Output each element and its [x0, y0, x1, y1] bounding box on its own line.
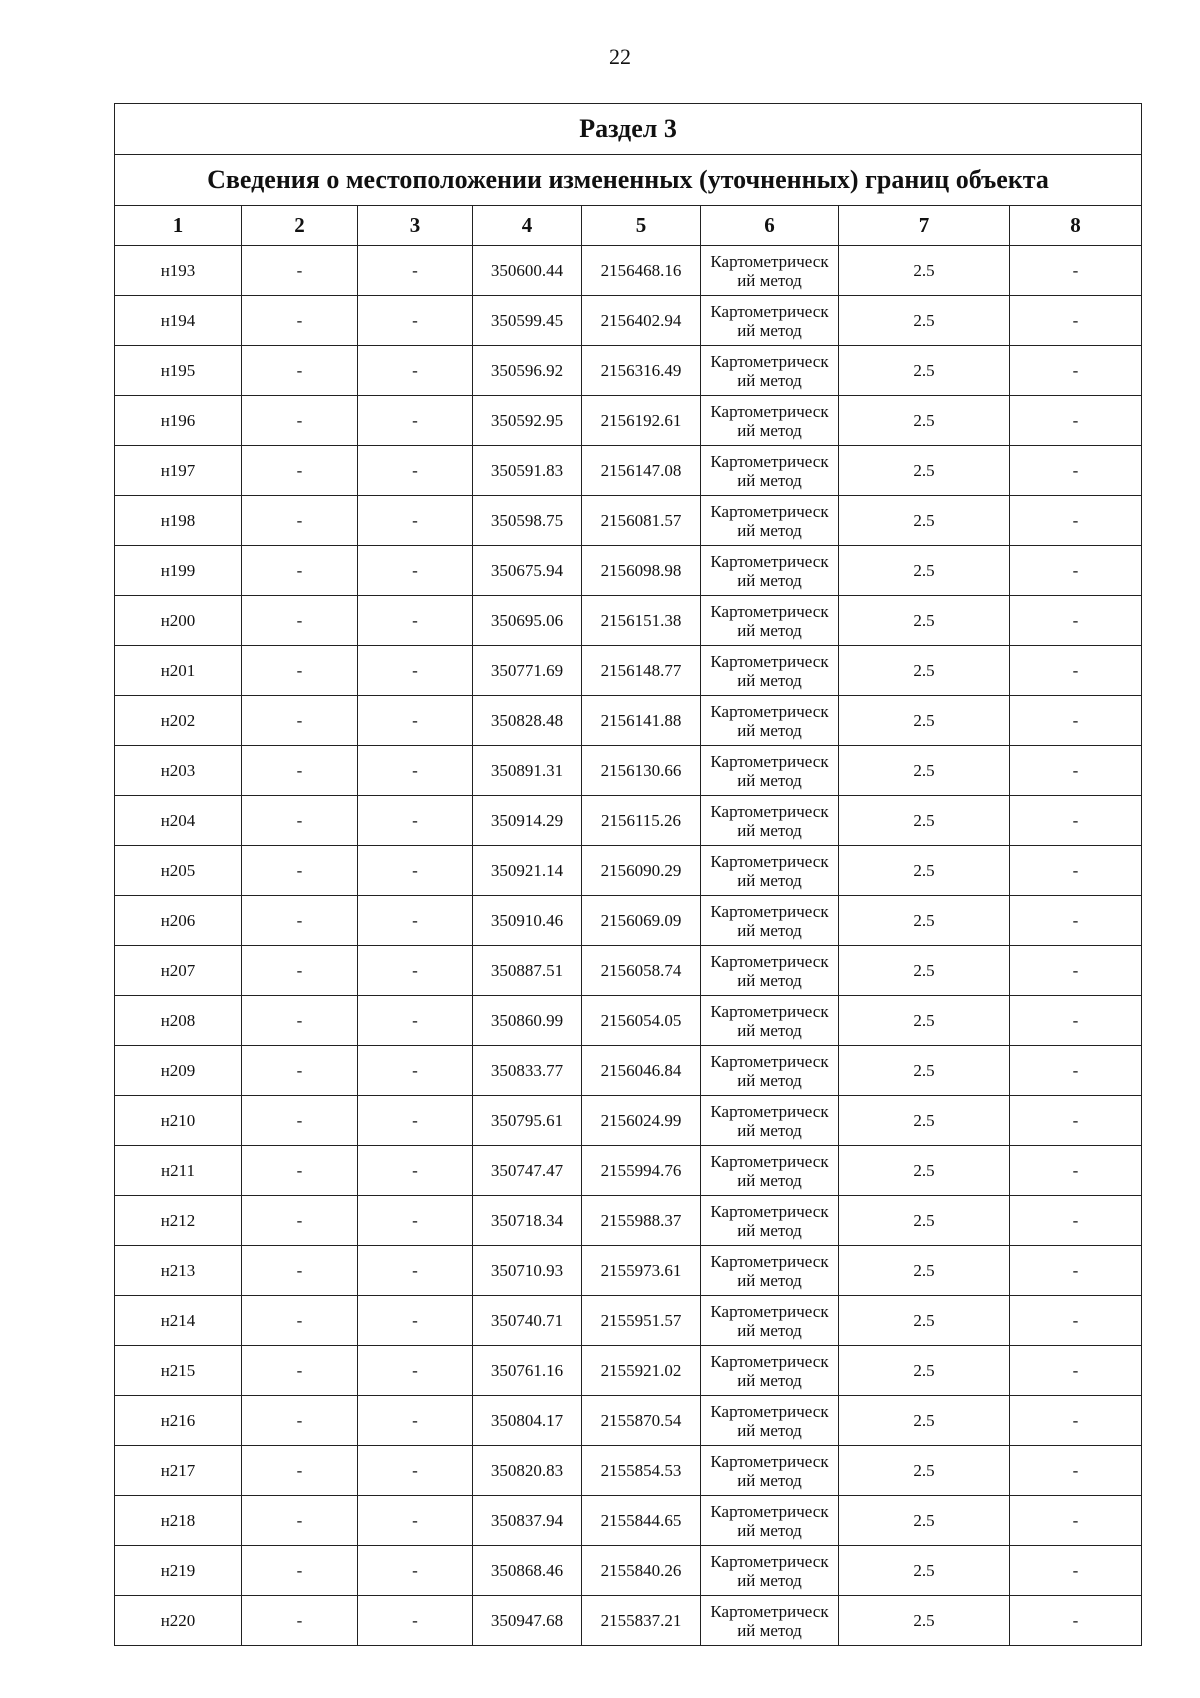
point-number: н211	[115, 1146, 242, 1196]
accuracy-cell: 2.5	[839, 246, 1010, 296]
point-number: н195	[115, 346, 242, 396]
column-header-row	[115, 206, 1142, 246]
method-cell: Картометрическ ий метод	[701, 746, 839, 796]
cell-col2: -	[242, 496, 358, 546]
cell-col8: -	[1010, 1296, 1142, 1346]
cell-col2: -	[242, 1146, 358, 1196]
accuracy-cell: 2.5	[839, 796, 1010, 846]
point-number: н197	[115, 446, 242, 496]
accuracy-cell: 2.5	[839, 496, 1010, 546]
coordinate-x: 350795.61	[473, 1096, 582, 1146]
column-header: 5	[582, 206, 701, 246]
coordinate-y: 2156098.98	[582, 546, 701, 596]
cell-col3: -	[358, 1046, 473, 1096]
point-number: н205	[115, 846, 242, 896]
cell-col8: -	[1010, 296, 1142, 346]
cell-col3: -	[358, 246, 473, 296]
cell-col2: -	[242, 1446, 358, 1496]
point-number: н196	[115, 396, 242, 446]
accuracy-cell: 2.5	[839, 1396, 1010, 1446]
cell-col8: -	[1010, 1446, 1142, 1496]
coordinate-x: 350891.31	[473, 746, 582, 796]
method-cell: Картометрическ ий метод	[701, 596, 839, 646]
column-header: 3	[358, 206, 473, 246]
coordinate-x: 350710.93	[473, 1246, 582, 1296]
cell-col3: -	[358, 996, 473, 1046]
cell-col8: -	[1010, 396, 1142, 446]
cell-col8: -	[1010, 946, 1142, 996]
cell-col3: -	[358, 1496, 473, 1546]
table-row	[115, 796, 1142, 846]
cell-col3: -	[358, 1246, 473, 1296]
coordinate-x: 350675.94	[473, 546, 582, 596]
cell-col3: -	[358, 1196, 473, 1246]
point-number: н200	[115, 596, 242, 646]
accuracy-cell: 2.5	[839, 846, 1010, 896]
accuracy-cell: 2.5	[839, 596, 1010, 646]
cell-col2: -	[242, 696, 358, 746]
cell-col8: -	[1010, 746, 1142, 796]
method-cell: Картометрическ ий метод	[701, 1396, 839, 1446]
coordinate-y: 2155837.21	[582, 1596, 701, 1646]
cell-col8: -	[1010, 446, 1142, 496]
accuracy-cell: 2.5	[839, 546, 1010, 596]
accuracy-cell: 2.5	[839, 1096, 1010, 1146]
point-number: н215	[115, 1346, 242, 1396]
coordinate-x: 350598.75	[473, 496, 582, 546]
cell-col3: -	[358, 496, 473, 546]
point-number: н201	[115, 646, 242, 696]
accuracy-cell: 2.5	[839, 296, 1010, 346]
method-cell: Картометрическ ий метод	[701, 846, 839, 896]
coordinate-x: 350740.71	[473, 1296, 582, 1346]
cell-col2: -	[242, 1046, 358, 1096]
cell-col2: -	[242, 1546, 358, 1596]
table-row	[115, 1546, 1142, 1596]
cell-col8: -	[1010, 1596, 1142, 1646]
coordinate-y: 2155844.65	[582, 1496, 701, 1546]
point-number: н217	[115, 1446, 242, 1496]
cell-col2: -	[242, 396, 358, 446]
cell-col2: -	[242, 246, 358, 296]
cell-col2: -	[242, 1246, 358, 1296]
cell-col3: -	[358, 296, 473, 346]
table-row	[115, 246, 1142, 296]
method-cell: Картометрическ ий метод	[701, 1246, 839, 1296]
coordinate-y: 2155988.37	[582, 1196, 701, 1246]
point-number: н210	[115, 1096, 242, 1146]
coordinate-y: 2155870.54	[582, 1396, 701, 1446]
point-number: н208	[115, 996, 242, 1046]
point-number: н220	[115, 1596, 242, 1646]
table-row	[115, 346, 1142, 396]
cell-col3: -	[358, 396, 473, 446]
coordinate-x: 350914.29	[473, 796, 582, 846]
coordinate-x: 350592.95	[473, 396, 582, 446]
cell-col8: -	[1010, 546, 1142, 596]
cell-col8: -	[1010, 596, 1142, 646]
coordinate-x: 350921.14	[473, 846, 582, 896]
accuracy-cell: 2.5	[839, 646, 1010, 696]
coordinate-y: 2156058.74	[582, 946, 701, 996]
cell-col2: -	[242, 1196, 358, 1246]
method-cell: Картометрическ ий метод	[701, 496, 839, 546]
table-row	[115, 1446, 1142, 1496]
coordinate-y: 2155994.76	[582, 1146, 701, 1196]
point-number: н216	[115, 1396, 242, 1446]
cell-col8: -	[1010, 1046, 1142, 1096]
method-cell: Картометрическ ий метод	[701, 1346, 839, 1396]
column-header: 1	[115, 206, 242, 246]
accuracy-cell: 2.5	[839, 396, 1010, 446]
cell-col3: -	[358, 696, 473, 746]
coordinate-y: 2155840.26	[582, 1546, 701, 1596]
coordinate-y: 2156147.08	[582, 446, 701, 496]
cell-col8: -	[1010, 846, 1142, 896]
accuracy-cell: 2.5	[839, 1546, 1010, 1596]
method-cell: Картометрическ ий метод	[701, 1546, 839, 1596]
cell-col2: -	[242, 346, 358, 396]
cell-col2: -	[242, 546, 358, 596]
coordinate-y: 2156192.61	[582, 396, 701, 446]
accuracy-cell: 2.5	[839, 1296, 1010, 1346]
point-number: н193	[115, 246, 242, 296]
cell-col3: -	[358, 1146, 473, 1196]
coordinate-x: 350828.48	[473, 696, 582, 746]
table-row	[115, 646, 1142, 696]
method-cell: Картометрическ ий метод	[701, 1146, 839, 1196]
cell-col3: -	[358, 646, 473, 696]
page-number: 22	[609, 44, 631, 69]
accuracy-cell: 2.5	[839, 1046, 1010, 1096]
coordinate-x: 350820.83	[473, 1446, 582, 1496]
table-row	[115, 1496, 1142, 1546]
point-number: н203	[115, 746, 242, 796]
cell-col2: -	[242, 946, 358, 996]
accuracy-cell: 2.5	[839, 346, 1010, 396]
coordinate-y: 2156141.88	[582, 696, 701, 746]
point-number: н212	[115, 1196, 242, 1246]
method-cell: Картометрическ ий метод	[701, 1596, 839, 1646]
method-cell: Картометрическ ий метод	[701, 546, 839, 596]
coordinate-x: 350600.44	[473, 246, 582, 296]
accuracy-cell: 2.5	[839, 746, 1010, 796]
boundary-coordinates-table	[114, 103, 1142, 1646]
cell-col8: -	[1010, 1146, 1142, 1196]
cell-col2: -	[242, 296, 358, 346]
point-number: н213	[115, 1246, 242, 1296]
method-cell: Картометрическ ий метод	[701, 996, 839, 1046]
section-title: Раздел 3	[115, 104, 1142, 155]
coordinate-x: 350596.92	[473, 346, 582, 396]
method-cell: Картометрическ ий метод	[701, 646, 839, 696]
method-cell: Картометрическ ий метод	[701, 1446, 839, 1496]
point-number: н202	[115, 696, 242, 746]
cell-col8: -	[1010, 246, 1142, 296]
cell-col8: -	[1010, 1496, 1142, 1546]
coordinate-y: 2156115.26	[582, 796, 701, 846]
section-subtitle: Сведения о местоположении измененных (уточненных) границ объекта	[115, 155, 1142, 206]
point-number: н218	[115, 1496, 242, 1546]
coordinate-x: 350747.47	[473, 1146, 582, 1196]
table-row	[115, 1346, 1142, 1396]
point-number: н206	[115, 896, 242, 946]
accuracy-cell: 2.5	[839, 446, 1010, 496]
coordinate-y: 2156468.16	[582, 246, 701, 296]
cell-col8: -	[1010, 796, 1142, 846]
cell-col3: -	[358, 896, 473, 946]
cell-col3: -	[358, 446, 473, 496]
section-subtitle-row	[115, 155, 1142, 206]
table-row	[115, 296, 1142, 346]
method-cell: Картометрическ ий метод	[701, 446, 839, 496]
method-cell: Картометрическ ий метод	[701, 896, 839, 946]
coordinate-y: 2156054.05	[582, 996, 701, 1046]
table-row	[115, 1046, 1142, 1096]
section-title-row	[115, 104, 1142, 155]
table-row	[115, 846, 1142, 896]
cell-col2: -	[242, 1346, 358, 1396]
cell-col2: -	[242, 1096, 358, 1146]
table-row	[115, 496, 1142, 546]
accuracy-cell: 2.5	[839, 1446, 1010, 1496]
cell-col2: -	[242, 446, 358, 496]
method-cell: Картометрическ ий метод	[701, 696, 839, 746]
table-row	[115, 696, 1142, 746]
method-cell: Картометрическ ий метод	[701, 1296, 839, 1346]
cell-col2: -	[242, 1596, 358, 1646]
cell-col2: -	[242, 1496, 358, 1546]
method-cell: Картометрическ ий метод	[701, 1096, 839, 1146]
accuracy-cell: 2.5	[839, 996, 1010, 1046]
cell-col3: -	[358, 1346, 473, 1396]
table-row	[115, 1596, 1142, 1646]
cell-col3: -	[358, 1096, 473, 1146]
point-number: н204	[115, 796, 242, 846]
coordinate-x: 350860.99	[473, 996, 582, 1046]
method-cell: Картометрическ ий метод	[701, 396, 839, 446]
cell-col8: -	[1010, 1196, 1142, 1246]
cell-col2: -	[242, 846, 358, 896]
cell-col2: -	[242, 896, 358, 946]
coordinate-x: 350591.83	[473, 446, 582, 496]
cell-col3: -	[358, 846, 473, 896]
accuracy-cell: 2.5	[839, 946, 1010, 996]
column-header: 7	[839, 206, 1010, 246]
coordinate-x: 350771.69	[473, 646, 582, 696]
cell-col3: -	[358, 1596, 473, 1646]
table-row	[115, 446, 1142, 496]
coordinate-y: 2155921.02	[582, 1346, 701, 1396]
coordinate-y: 2156148.77	[582, 646, 701, 696]
method-cell: Картометрическ ий метод	[701, 246, 839, 296]
column-header: 6	[701, 206, 839, 246]
coordinate-y: 2155973.61	[582, 1246, 701, 1296]
coordinate-x: 350868.46	[473, 1546, 582, 1596]
point-number: н209	[115, 1046, 242, 1096]
coordinate-y: 2156046.84	[582, 1046, 701, 1096]
coordinate-x: 350910.46	[473, 896, 582, 946]
table-row	[115, 596, 1142, 646]
cell-col8: -	[1010, 1396, 1142, 1446]
coordinate-y: 2156069.09	[582, 896, 701, 946]
column-header: 8	[1010, 206, 1142, 246]
coordinate-y: 2155854.53	[582, 1446, 701, 1496]
coordinate-y: 2156081.57	[582, 496, 701, 546]
accuracy-cell: 2.5	[839, 696, 1010, 746]
method-cell: Картометрическ ий метод	[701, 796, 839, 846]
table-row	[115, 896, 1142, 946]
coordinate-y: 2156151.38	[582, 596, 701, 646]
cell-col3: -	[358, 1446, 473, 1496]
coordinate-y: 2156130.66	[582, 746, 701, 796]
accuracy-cell: 2.5	[839, 1196, 1010, 1246]
coordinate-x: 350833.77	[473, 1046, 582, 1096]
table-row	[115, 1246, 1142, 1296]
cell-col2: -	[242, 796, 358, 846]
cell-col3: -	[358, 746, 473, 796]
cell-col8: -	[1010, 1246, 1142, 1296]
cell-col8: -	[1010, 346, 1142, 396]
cell-col8: -	[1010, 496, 1142, 546]
accuracy-cell: 2.5	[839, 1346, 1010, 1396]
point-number: н219	[115, 1546, 242, 1596]
table-row	[115, 396, 1142, 446]
table-row	[115, 946, 1142, 996]
coordinate-x: 350718.34	[473, 1196, 582, 1246]
coordinate-x: 350599.45	[473, 296, 582, 346]
coordinate-y: 2155951.57	[582, 1296, 701, 1346]
coordinate-y: 2156402.94	[582, 296, 701, 346]
cell-col3: -	[358, 346, 473, 396]
accuracy-cell: 2.5	[839, 1596, 1010, 1646]
coordinate-x: 350947.68	[473, 1596, 582, 1646]
cell-col2: -	[242, 1296, 358, 1346]
cell-col3: -	[358, 1546, 473, 1596]
point-number: н198	[115, 496, 242, 546]
method-cell: Картометрическ ий метод	[701, 1496, 839, 1546]
accuracy-cell: 2.5	[839, 1146, 1010, 1196]
coordinate-x: 350887.51	[473, 946, 582, 996]
cell-col8: -	[1010, 1346, 1142, 1396]
table-row	[115, 746, 1142, 796]
cell-col3: -	[358, 946, 473, 996]
coordinate-x: 350761.16	[473, 1346, 582, 1396]
cell-col3: -	[358, 596, 473, 646]
accuracy-cell: 2.5	[839, 1496, 1010, 1546]
method-cell: Картометрическ ий метод	[701, 946, 839, 996]
table-row	[115, 1146, 1142, 1196]
method-cell: Картометрическ ий метод	[701, 346, 839, 396]
cell-col2: -	[242, 1396, 358, 1446]
cell-col8: -	[1010, 996, 1142, 1046]
method-cell: Картометрическ ий метод	[701, 1196, 839, 1246]
table-row	[115, 1196, 1142, 1246]
coordinate-y: 2156024.99	[582, 1096, 701, 1146]
cell-col2: -	[242, 746, 358, 796]
point-number: н199	[115, 546, 242, 596]
cell-col3: -	[358, 796, 473, 846]
method-cell: Картометрическ ий метод	[701, 1046, 839, 1096]
coordinate-x: 350837.94	[473, 1496, 582, 1546]
cell-col2: -	[242, 646, 358, 696]
cell-col8: -	[1010, 896, 1142, 946]
table-row	[115, 546, 1142, 596]
cell-col8: -	[1010, 646, 1142, 696]
cell-col3: -	[358, 1296, 473, 1346]
point-number: н214	[115, 1296, 242, 1346]
coordinate-x: 350695.06	[473, 596, 582, 646]
cell-col8: -	[1010, 1546, 1142, 1596]
coordinate-x: 350804.17	[473, 1396, 582, 1446]
table-row	[115, 1296, 1142, 1346]
accuracy-cell: 2.5	[839, 1246, 1010, 1296]
cell-col2: -	[242, 596, 358, 646]
point-number: н194	[115, 296, 242, 346]
column-header: 2	[242, 206, 358, 246]
cell-col2: -	[242, 996, 358, 1046]
cell-col3: -	[358, 546, 473, 596]
table-row	[115, 1096, 1142, 1146]
cell-col8: -	[1010, 696, 1142, 746]
point-number: н207	[115, 946, 242, 996]
coordinate-y: 2156316.49	[582, 346, 701, 396]
column-header: 4	[473, 206, 582, 246]
accuracy-cell: 2.5	[839, 896, 1010, 946]
cell-col3: -	[358, 1396, 473, 1446]
coordinate-y: 2156090.29	[582, 846, 701, 896]
table-row	[115, 996, 1142, 1046]
table-row	[115, 1396, 1142, 1446]
method-cell: Картометрическ ий метод	[701, 296, 839, 346]
cell-col8: -	[1010, 1096, 1142, 1146]
